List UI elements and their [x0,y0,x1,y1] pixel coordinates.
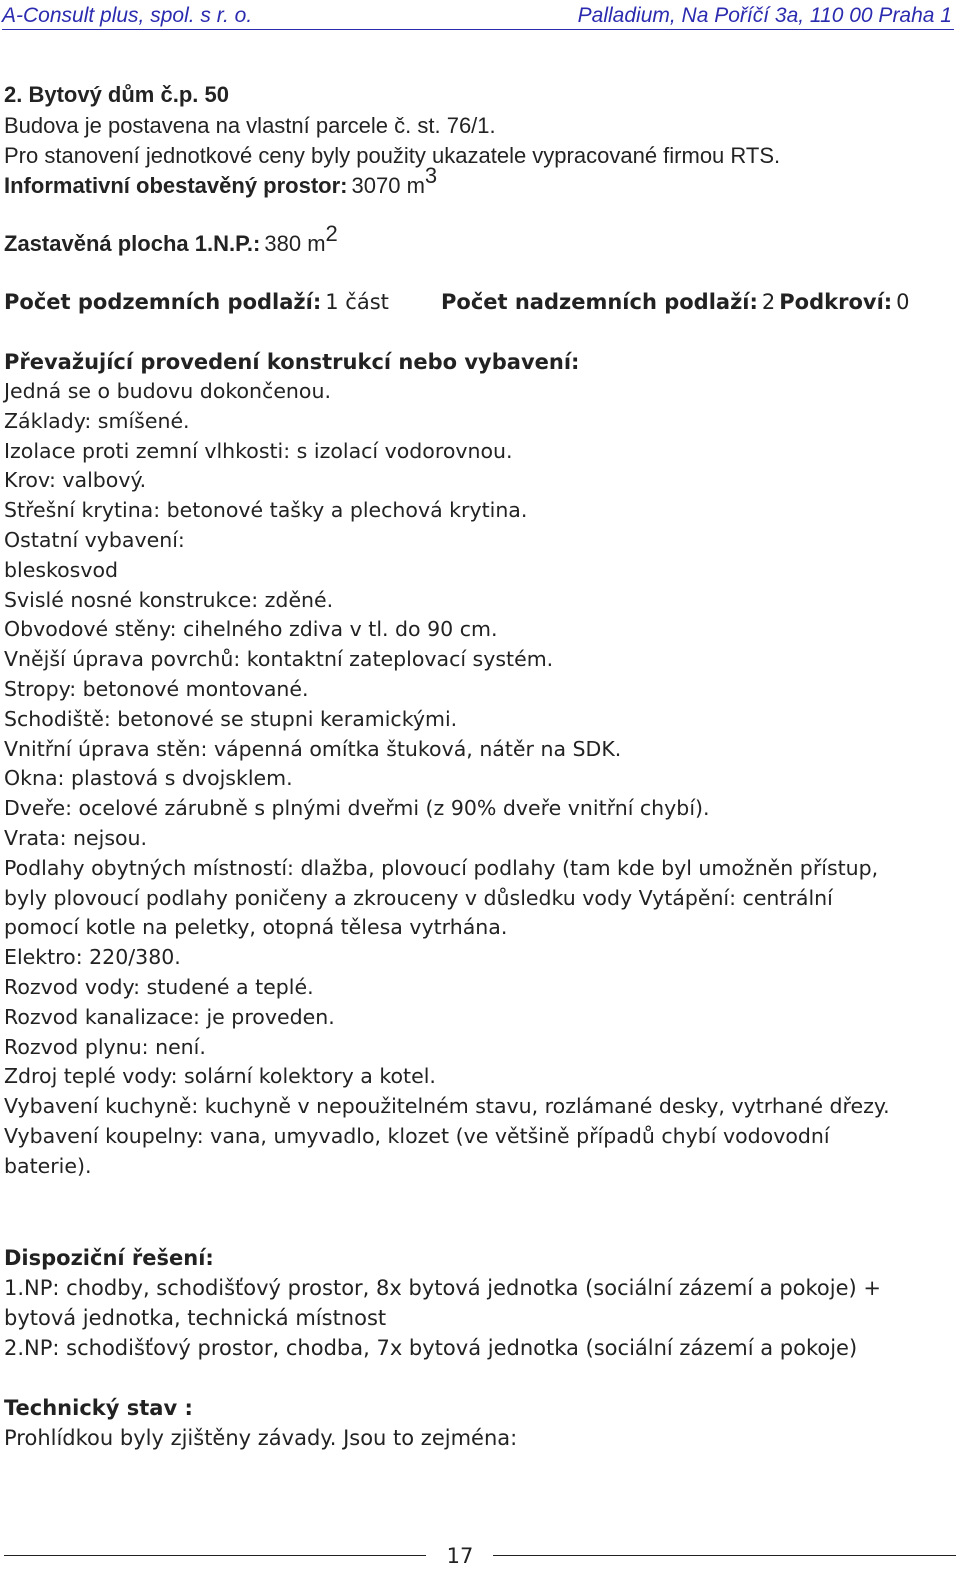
built-area-value: 380 m [264,231,326,256]
footer-divider-left [4,1555,426,1556]
volume-exponent: 3 [424,163,438,188]
volume-row [4,163,438,199]
header-company: A-Consult plus, spol. s r. o. [2,4,253,27]
volume-label: Informativní obestavěný prostor: [4,173,348,198]
list-item: Vnitřní úprava stěn: vápenná omítka štuková, nátěr na SDK. [4,736,622,761]
list-item: Zdroj teplé vody: solární kolektory a kotel. [4,1064,436,1089]
building-parcel-line: Budova je postavena na vlastní parcele č. st. 76/1. [4,113,496,138]
technical-heading: Technický stav : [4,1396,193,1420]
technical-line: Prohlídkou byly zjištěny závady. Jsou to zejména: [4,1426,518,1450]
above-floors-value: 2 [761,290,776,314]
built-area-label: Zastavěná plocha 1.N.P.: [4,231,261,256]
list-item: Vybavení kuchyně: kuchyně v nepoužitelném stavu, rozlámané desky, vytrhané dřezy. [4,1094,890,1119]
building-title: 2. Bytový dům č.p. 50 [4,82,229,107]
building-pricing-line: Pro stanovení jednotkové ceny byly použity ukazatele vypracované firmou RTS. [4,143,781,168]
attic-label: Podkroví: [779,290,893,314]
floors-row [4,290,389,314]
list-item: pomocí kotle na peletky, otopná tělesa vytrhána. [4,915,508,940]
above-floors-label: Počet nadzemních podlaží: [441,290,758,314]
list-item: bleskosvod [4,557,119,582]
list-item: Vrata: nejsou. [4,825,148,850]
header-address: Palladium, Na Poříčí 3a, 110 00 Praha 1 [577,4,952,27]
list-item: Střešní krytina: betonové tašky a plechová krytina. [4,498,528,523]
list-item: Obvodové stěny: cihelného zdiva v tl. do 90 cm. [4,617,498,642]
list-item: Okna: plastová s dvojsklem. [4,766,293,791]
list-item: Jedná se o budovu dokončenou. [4,379,331,403]
header-divider [2,29,954,30]
attic-value: 0 [896,290,910,314]
list-item: Stropy: betonové montované. [4,676,309,701]
list-item: Schodiště: betonové se stupni keramickými. [4,706,458,731]
underground-floors-label: Počet podzemních podlaží: [4,290,322,314]
list-item: baterie). [4,1153,92,1178]
construction-list [4,377,890,1182]
footer-divider-right [493,1555,956,1556]
list-item: Vybavení koupelny: vana, umyvadlo, klozet (ve většině případů chybí vodovodní [4,1123,830,1148]
underground-floors-value: 1 část [325,290,389,314]
list-item: Krov: valbový. [4,468,147,493]
layout-line: bytová jednotka, technická místnost [4,1306,387,1330]
list-item: Rozvod plynu: není. [4,1034,206,1059]
list-item: Ostatní vybavení: [4,527,185,552]
list-item: Svislé nosné konstrukce: zděné. [4,587,334,612]
list-item: Vnější úprava povrchů: kontaktní zateplovací systém. [4,647,554,672]
volume-value: 3070 m [351,173,425,198]
built-area-exponent: 2 [325,221,338,246]
list-item: Rozvod vody: studené a teplé. [4,974,314,999]
layout-line: 1.NP: chodby, schodišťový prostor, 8x bytová jednotka (sociální zázemí a pokoje) + [4,1276,881,1300]
page-header [0,4,952,30]
list-item: Elektro: 220/380. [4,945,181,970]
list-item: Dveře: ocelové zárubně s plnými dveřmi (z 90% dveře vnitřní chybí). [4,796,710,821]
layout-line: 2.NP: schodišťový prostor, chodba, 7x bytová jednotka (sociální zázemí a pokoje) [4,1336,858,1360]
layout-heading: Dispoziční řešení: [4,1246,214,1270]
list-item: Izolace proti zemní vlhkosti: s izolací vodorovnou. [4,438,513,463]
list-item: Podlahy obytných místností: dlažba, plovoucí podlahy (tam kde byl umožněn přístup, [4,855,879,880]
list-item: Základy: smíšené. [4,408,190,433]
upper-floors-row [441,290,910,314]
list-item: Rozvod kanalizace: je proveden. [4,1004,335,1029]
built-area-row [4,221,338,257]
page-number: 17 [446,1544,474,1568]
construction-heading: Převažující provedení konstrukcí nebo vybavení: [4,350,580,374]
list-item: byly plovoucí podlahy poničeny a zkrouceny v důsledku vody Vytápění: centrální [4,885,833,910]
